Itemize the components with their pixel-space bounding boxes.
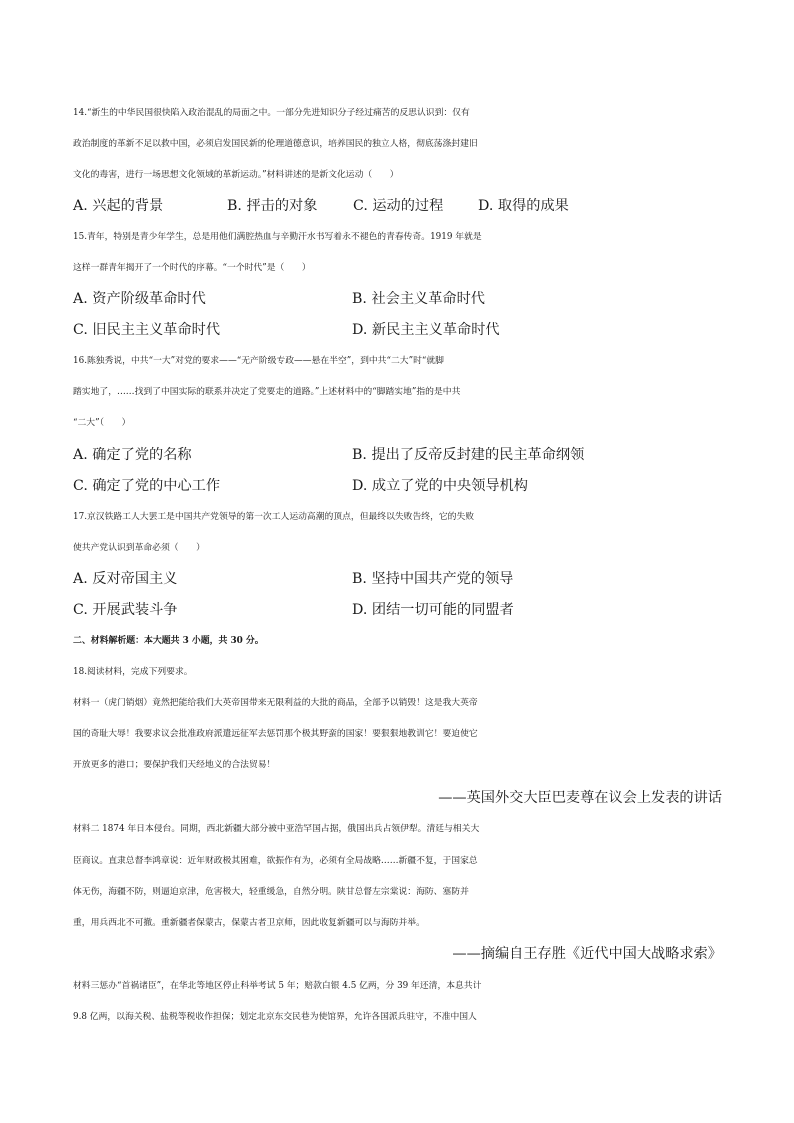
q17-line-2: 使共产党认识到革命必须（ ） xyxy=(73,543,205,553)
q16-option-b: B. 提出了反帝反封建的民主革命纲领 xyxy=(352,447,585,463)
q18-material2-source: ——摘编自王存胜《近代中国大战略求索》 xyxy=(452,946,722,962)
q16-option-a: A. 确定了党的名称 xyxy=(73,447,192,463)
q14-option-a: A. 兴起的背景 xyxy=(73,198,164,214)
q17-line-1: 17.京汉铁路工人大罢工是中国共产党领导的第一次工人运动高潮的顶点，但最终以失败告终，它的失败 xyxy=(73,512,475,522)
q15-option-b: B. 社会主义革命时代 xyxy=(352,291,485,307)
q17-option-c: C. 开展武装斗争 xyxy=(73,602,178,618)
q15-line-2: 这样一群青年揭开了一个时代的序幕。“一个时代”是（ ） xyxy=(73,263,311,273)
q18-material2-line-2: 臣商议。直隶总督李鸿章说：近年财政极其困难，欲振作有为，必须有全局战略……新疆不复，于国家总 xyxy=(73,856,478,866)
section-heading: 二、材料解析题：本大题共 3 小题，共 30 分。 xyxy=(73,636,264,646)
q14-option-d: D. 取得的成果 xyxy=(478,198,569,214)
q14-line-2: 政治制度的革新不足以救中国，必须启发国民新的伦理道德意识，培养国民的独立人格，彻底荡涤封建旧 xyxy=(73,139,478,149)
q17-option-a: A. 反对帝国主义 xyxy=(73,571,178,587)
q18-material2-line-3: 体无伤，海疆不防，则逼迫京津，危害极大，轻重缓急，自然分明。陕甘总督左宗棠说：海防、塞防并 xyxy=(73,887,469,897)
q14-line-3: 文化的毒害，进行一场思想文化领域的革新运动。”材料讲述的是新文化运动（ ） xyxy=(73,170,399,180)
q14-option-c: C. 运动的过程 xyxy=(353,198,444,214)
q18-material3-line-1: 材料三惩办“首祸诸臣”，在华北等地区停止科举考试 5 年；赔款白银 4.5 亿两，分 39 年还清，本息共计 xyxy=(73,981,482,991)
q15-line-1: 15.青年，特别是青少年学生，总是用他们满腔热血与辛勤汗水书写着永不褪色的青春传奇。1919 年就是 xyxy=(73,232,482,242)
q18-material1-source: ——英国外交大臣巴麦尊在议会上发表的讲话 xyxy=(438,790,722,806)
q18-material1-line-1: 材料一（虎门销烟）竟然把能给我们大英帝国带来无限利益的大批的商品，全部予以销毁！这是我大英帝 xyxy=(73,698,478,708)
q18-intro: 18.阅读材料，完成下列要求。 xyxy=(73,667,193,677)
q18-material1-line-2: 国的奇耻大辱！我要求议会批准政府派遣远征军去惩罚那个极其野蛮的国家！要狠狠地教训它！要迫使它 xyxy=(73,729,478,739)
q14-option-b: B. 抨击的对象 xyxy=(227,198,318,214)
q17-option-d: D. 团结一切可能的同盟者 xyxy=(352,602,514,618)
q18-material2-line-1: 材料二 1874 年日本侵台。同期，西北新疆大部分被中亚浩罕国占据，俄国出兵占领伊犁。清廷与相关大 xyxy=(73,824,480,834)
q18-material1-line-3: 开放更多的港口；要保护我们天经地义的合法贸易！ xyxy=(73,760,276,770)
q15-option-a: A. 资产阶级革命时代 xyxy=(73,291,206,307)
q17-option-b: B. 坚持中国共产党的领导 xyxy=(352,571,514,587)
q14-line-1: 14.“新生的中华民国很快陷入政治混乱的局面之中。一部分先进知识分子经过痛苦的反思认识到：仅有 xyxy=(73,108,470,118)
q18-material2-line-4: 重，用兵西北不可撤。重新疆者保蒙古，保蒙古者卫京师，因此收复新疆可以与海防并举。 xyxy=(73,918,425,928)
q15-option-d: D. 新民主主义革命时代 xyxy=(352,322,500,338)
q16-option-c: C. 确定了党的中心工作 xyxy=(73,478,221,494)
q15-option-c: C. 旧民主主义革命时代 xyxy=(73,322,221,338)
q16-option-d: D. 成立了党的中央领导机构 xyxy=(352,478,528,494)
q18-material3-line-2: 9.8 亿两，以海关税、盐税等税收作担保；划定北京东交民巷为使馆界，允许各国派兵驻守，不准中国人 xyxy=(73,1012,477,1022)
q16-line-2: 踏实地了，……找到了中国实际的联系并决定了党要走的道路。”上述材料中的“脚踏实地”指的是中共 xyxy=(73,387,461,397)
q16-line-1: 16.陈独秀说，中共“一大”对党的要求——“无产阶级专政——悬在半空”，到中共“二大”时“就脚 xyxy=(73,356,444,366)
q16-line-3: “二大”（ ） xyxy=(73,418,131,428)
